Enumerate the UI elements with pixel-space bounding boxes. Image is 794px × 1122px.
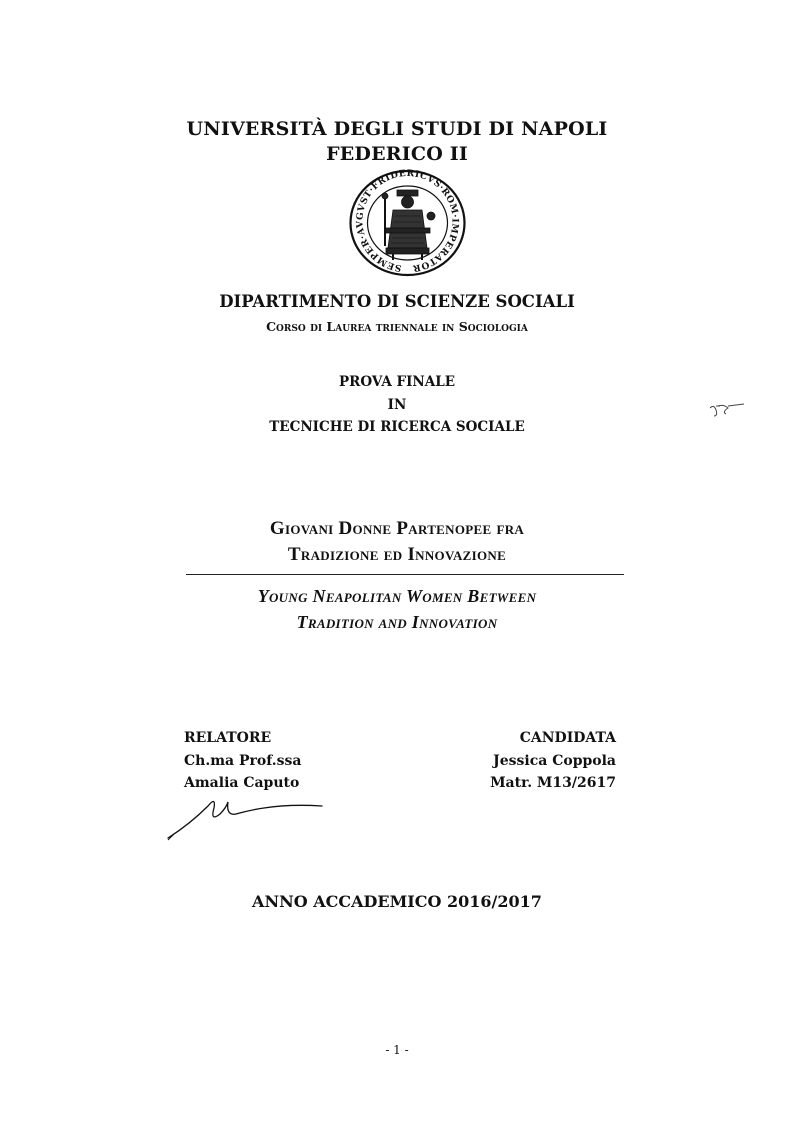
english-title-line2: Tradition and Innovation [296,612,498,632]
italian-title-line2: Tradizione ed Innovazione [287,544,507,565]
candidate-name: Jessica Coppola [493,752,616,769]
candidate-role: CANDIDATA [519,730,616,746]
supervisor-title: Ch.ma Prof.ssa [184,752,302,769]
university-seal-icon [345,168,470,278]
academic-year: ANNO ACCADEMICO 2016/2017 [252,892,542,911]
seal-inscription: SEMPER·AVGVST·FRIDERICVS·ROM·IMPERATOR [355,168,460,273]
page-number: - 1 - [385,1043,409,1057]
candidate-matricola: Matr. M13/2617 [490,775,616,791]
english-title-line1: Young Neapolitan Women Between [257,586,537,606]
margin-mark-icon [706,400,746,422]
supervisor-role: RELATORE [184,730,272,746]
course-name: Corso di Laurea triennale in Sociologia [266,319,528,334]
exam-connector: IN [387,397,407,413]
supervisor-name: Amalia Caputo [184,775,300,791]
exam-label: PROVA FINALE [339,374,455,390]
university-name-line1: UNIVERSITÀ DEGLI STUDI DI NAPOLI [186,118,608,140]
candidate-block [490,727,616,795]
title-divider [186,574,624,575]
supervisor-signature [160,788,330,848]
supervisor-block [184,727,301,795]
university-name-line2: FEDERICO II [326,143,468,165]
italian-title-line1: Giovani Donne Partenopee fra [269,518,525,539]
exam-subject: TECNICHE DI RICERCA SOCIALE [269,419,525,435]
department-name: DIPARTIMENTO DI SCIENZE SOCIALI [219,292,575,311]
